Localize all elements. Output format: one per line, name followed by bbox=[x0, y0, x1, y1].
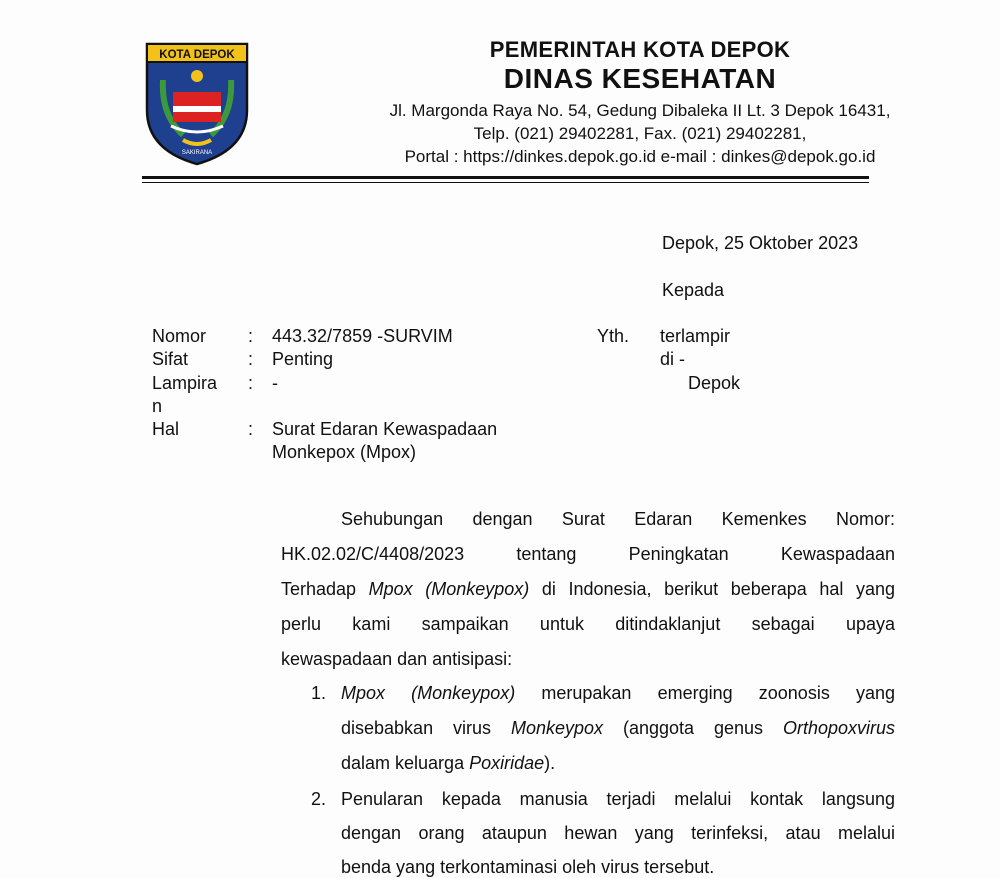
body-italic-text: Orthopoxvirus bbox=[782, 718, 895, 738]
list-item-line bbox=[341, 682, 895, 704]
letterhead-address: Jl. Margonda Raya No. 54, Gedung Dibaleka II Lt. 3 Depok 16431, bbox=[389, 101, 891, 120]
lampiran-value: - bbox=[272, 373, 278, 393]
body-text: (anggota genus bbox=[603, 718, 783, 738]
list-item-line: benda yang terkontaminasi oleh virus tersebut. bbox=[341, 857, 715, 877]
logo-bottom-text: SAKIRANA bbox=[181, 150, 213, 156]
list-item-line: Penularan kepada manusia terjadi melalui kontak langsung bbox=[341, 789, 895, 809]
body-line: kewaspadaan dan antisipasi: bbox=[281, 649, 513, 669]
yth-label: Yth. bbox=[597, 326, 630, 346]
list-number: 2. bbox=[311, 789, 327, 809]
letterhead-agency: DINAS KESEHATAN bbox=[503, 63, 777, 94]
body-text: merupakan emerging zoonosis yang bbox=[515, 683, 896, 703]
kepada-label: Kepada bbox=[662, 280, 725, 300]
body-text: di Indonesia, berikut beberapa hal yang bbox=[529, 579, 895, 599]
list-item-line bbox=[341, 752, 895, 774]
body-text: dalam keluarga bbox=[341, 753, 470, 773]
letterhead-rule-thin bbox=[142, 182, 869, 183]
hal-value-line2: Monkepox (Mpox) bbox=[272, 442, 417, 462]
body-line: HK.02.02/C/4408/2023 tentang Peningkatan Kewaspadaan bbox=[281, 544, 895, 564]
body-text: ). bbox=[544, 753, 556, 773]
nomor-colon: : bbox=[248, 326, 254, 346]
letterhead-rule-thick bbox=[142, 176, 869, 179]
hal-value-line1: Surat Edaran Kewaspadaan bbox=[272, 419, 498, 439]
body-line bbox=[281, 578, 895, 600]
letterhead-phone: Telp. (021) 29402281, Fax. (021) 29402281, bbox=[473, 124, 807, 143]
nomor-label: Nomor bbox=[152, 326, 207, 346]
kota-depok-emblem bbox=[143, 40, 251, 168]
body-italic-text: Mpox (Monkeypox) bbox=[368, 579, 530, 599]
recipient-line1: terlampir bbox=[660, 326, 731, 346]
sifat-value: Penting bbox=[272, 349, 334, 369]
list-number: 1. bbox=[311, 683, 327, 703]
body-italic-text: Monkeypox bbox=[510, 718, 604, 738]
hal-colon: : bbox=[248, 419, 254, 439]
body-text: Terhadap bbox=[281, 579, 369, 599]
sifat-colon: : bbox=[248, 349, 254, 369]
body-line: Sehubungan dengan Surat Edaran Kemenkes Nomor: bbox=[341, 509, 895, 529]
lampiran-label-wrap: n bbox=[152, 396, 163, 416]
letter-date: Depok, 25 Oktober 2023 bbox=[662, 233, 859, 253]
body-text: disebabkan virus bbox=[341, 718, 511, 738]
recipient-line3: Depok bbox=[688, 373, 741, 393]
recipient-line2: di - bbox=[660, 349, 686, 369]
letterhead-government: PEMERINTAH KOTA DEPOK bbox=[489, 37, 791, 62]
list-item-line bbox=[341, 717, 895, 739]
lampiran-colon: : bbox=[248, 373, 254, 393]
body-italic-text: Mpox (Monkeypox) bbox=[341, 683, 516, 703]
nomor-value: 443.32/7859 -SURVIM bbox=[272, 326, 453, 346]
sifat-label: Sifat bbox=[152, 349, 189, 369]
letterhead-portal: Portal : https://dinkes.depok.go.id e-mail : dinkes@depok.go.id bbox=[404, 147, 876, 166]
body-italic-text: Poxiridae bbox=[469, 753, 545, 773]
hal-label: Hal bbox=[152, 419, 180, 439]
list-item-line: dengan orang ataupun hewan yang terinfeksi, atau melalui bbox=[341, 823, 895, 843]
logo-top-text: KOTA DEPOK bbox=[159, 49, 235, 61]
lampiran-label: Lampira bbox=[152, 373, 218, 393]
body-line: perlu kami sampaikan untuk ditindaklanjut sebagai upaya bbox=[281, 614, 895, 634]
